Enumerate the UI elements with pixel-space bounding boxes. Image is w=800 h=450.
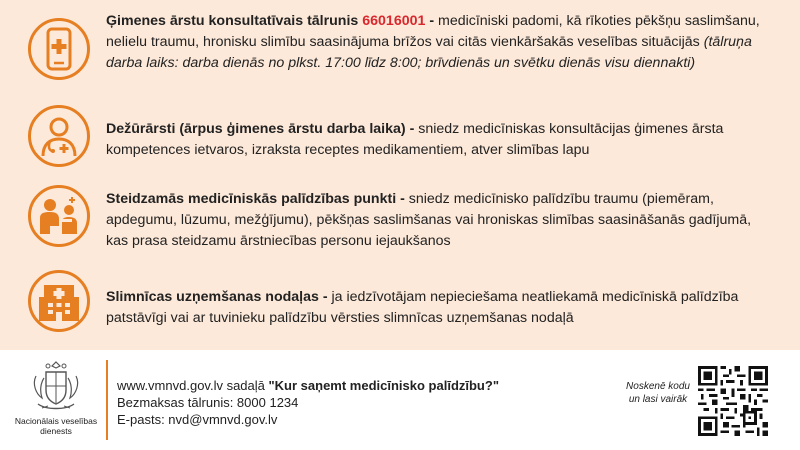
item-text	[106, 11, 776, 74]
item-body: medicīniski padomi, kā rīkoties pēkšņu saslimšanu, nelielu traumu, hronisku slimību saasinājuma brīžos vai citās vienkāršakās veselības situācijās	[106, 13, 760, 50]
website-section: "Kur saņemt medicīnisko palīdzību?"	[268, 378, 499, 393]
website-link[interactable]: www.vmnvd.gov.lv sadaļā	[117, 378, 269, 393]
item-dash: -	[405, 121, 419, 137]
organization-logo	[10, 358, 102, 446]
item-dash: -	[396, 191, 409, 207]
phone-number[interactable]: 66016001	[362, 13, 426, 29]
divider	[106, 360, 108, 440]
footer	[0, 350, 800, 450]
qr-code-icon[interactable]	[698, 366, 768, 436]
item-body: sniedz medicīniskas konsultācijas ģimenes ārsta kompetences ietvaros, izraksta receptes medikamentiem, atver slimības lapu	[106, 121, 724, 158]
phone-line: Bezmaksas tālrunis: 8000 1234	[117, 395, 299, 410]
qr-caption: Noskenē kodu un lasi vairāk	[626, 381, 690, 405]
item-body: sniedz medicīnisko palīdzību traumu (piemēram, apdegumu, lūzumu, mežģījumu), pēkšņas saslimšanas vai hroniskas slimības saasināšanās gadījumā, kas prasa steidzamu ārstniecības personu iejaukšanos	[106, 191, 752, 249]
item-title: Ģimenes ārstu konsultatīvais tālrunis	[106, 13, 359, 29]
hospital-building-icon	[28, 270, 90, 332]
email-line[interactable]: E-pasts: nvd@vmnvd.gov.lv	[117, 412, 278, 427]
item-body: ja iedzīvotājam nepieciešama neatliekamā medicīniskā palīdzība patstāvīgi vai ar tuvinieku palīdzību vērsties slimnīcas uzņemšanas nodaļā	[106, 289, 739, 326]
item-title: Steidzamās medicīniskās palīdzības punkti	[106, 191, 397, 207]
organization-name: Nacionālais veselības dienests	[14, 416, 98, 436]
mobile-phone-medical-icon	[28, 18, 90, 80]
doctor-icon	[28, 105, 90, 167]
item-title: Slimnīcas uzņemšanas nodaļas	[106, 289, 319, 305]
website-line	[117, 377, 499, 394]
coat-of-arms-icon	[28, 358, 84, 414]
emergency-care-icon	[28, 185, 90, 247]
item-note: (tālruņa darba laiks: darba dienās no plkst. 17:00 līdz 8:00; brīvdienās un svētku dienās visu diennakti)	[106, 34, 752, 71]
item-text	[106, 189, 776, 252]
item-text	[106, 119, 776, 161]
item-title: Dežūrārsti (ārpus ģimenes ārstu darba laika)	[106, 121, 406, 137]
contact-info	[117, 377, 499, 428]
item-dash: -	[425, 13, 438, 29]
item-dash: -	[318, 289, 332, 305]
item-text	[106, 287, 776, 329]
